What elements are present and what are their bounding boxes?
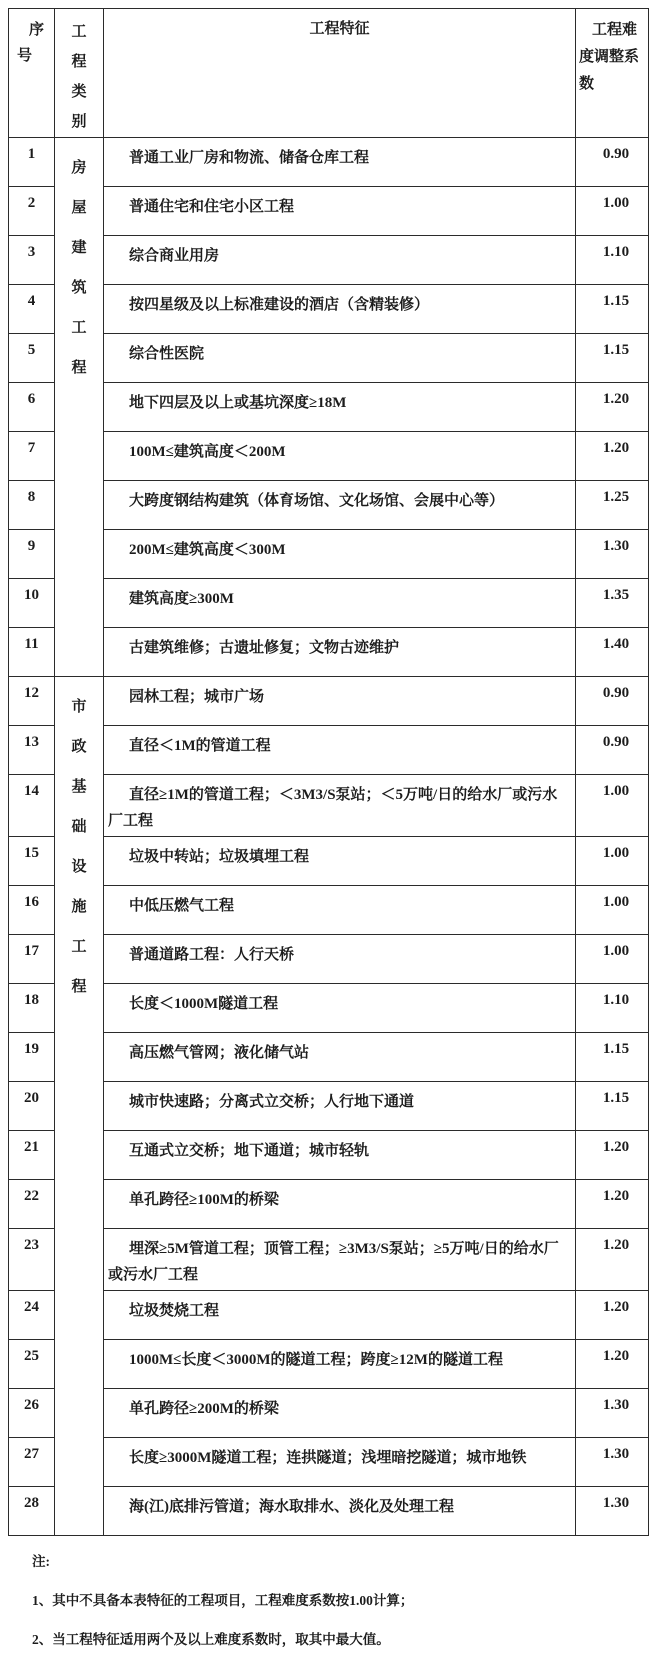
coefficient-cell: 1.00 (576, 775, 649, 837)
table-row (9, 837, 649, 886)
coefficient-cell: 1.20 (576, 1229, 649, 1291)
coefficient-cell: 1.25 (576, 481, 649, 530)
feature-cell: 单孔跨径≥100M的桥梁 (104, 1180, 576, 1229)
notes-section (32, 1549, 655, 1653)
row-number-cell: 5 (9, 334, 55, 383)
header-coefficient-label: 工程难度调整系数 (579, 22, 640, 92)
header-no-label: 序号 (17, 22, 45, 64)
coefficient-cell: 1.00 (576, 886, 649, 935)
feature-cell: 城市快速路；分离式立交桥；人行地下通道 (104, 1082, 576, 1131)
table-row (9, 886, 649, 935)
coefficient-cell: 1.20 (576, 1180, 649, 1229)
row-number-cell: 14 (9, 775, 55, 837)
table-row (9, 984, 649, 1033)
table-row (9, 1291, 649, 1340)
category-label: 房屋建筑工程 (71, 160, 87, 376)
row-number-cell: 19 (9, 1033, 55, 1082)
feature-cell: 长度＜1000M隧道工程 (104, 984, 576, 1033)
header-category-label: 工程类别 (71, 24, 87, 130)
table-row (9, 236, 649, 285)
coefficient-cell: 1.30 (576, 1487, 649, 1536)
coefficient-cell: 1.10 (576, 984, 649, 1033)
coefficient-cell: 1.15 (576, 334, 649, 383)
row-number-cell: 4 (9, 285, 55, 334)
note-item: 2、当工程特征适用两个及以上难度系数时，取其中最大值。 (32, 1632, 390, 1647)
table-row (9, 1389, 649, 1438)
feature-cell: 100M≤建筑高度＜200M (104, 432, 576, 481)
coefficient-cell: 1.00 (576, 187, 649, 236)
coefficient-cell: 1.20 (576, 432, 649, 481)
table-row (9, 579, 649, 628)
table-row (9, 383, 649, 432)
table-header (9, 9, 649, 138)
coefficient-cell: 1.20 (576, 1340, 649, 1389)
coefficient-cell: 1.30 (576, 1438, 649, 1487)
feature-cell: 直径＜1M的管道工程 (104, 726, 576, 775)
category-cell (55, 677, 104, 1536)
row-number-cell: 8 (9, 481, 55, 530)
feature-cell: 长度≥3000M隧道工程；连拱隧道；浅埋暗挖隧道；城市地铁 (104, 1438, 576, 1487)
feature-cell: 埋深≥5M管道工程；顶管工程；≥3M3/S泵站；≥5万吨/日的给水厂或污水厂工程 (104, 1229, 576, 1291)
row-number-cell: 23 (9, 1229, 55, 1291)
category-cell (55, 138, 104, 677)
table-row (9, 432, 649, 481)
feature-cell: 互通式立交桥；地下通道；城市轻轨 (104, 1131, 576, 1180)
difficulty-coefficient-table (8, 8, 649, 1536)
feature-cell: 综合性医院 (104, 334, 576, 383)
note-item: 1、其中不具备本表特征的工程项目，工程难度系数按1.00计算； (32, 1593, 414, 1608)
row-number-cell: 18 (9, 984, 55, 1033)
row-number-cell: 15 (9, 837, 55, 886)
row-number-cell: 9 (9, 530, 55, 579)
feature-cell: 普通住宅和住宅小区工程 (104, 187, 576, 236)
row-number-cell: 28 (9, 1487, 55, 1536)
feature-cell: 普通工业厂房和物流、储备仓库工程 (104, 138, 576, 187)
coefficient-cell: 1.15 (576, 1033, 649, 1082)
header-cell-category (55, 9, 104, 138)
row-number-cell: 25 (9, 1340, 55, 1389)
coefficient-cell: 0.90 (576, 726, 649, 775)
table-row (9, 1082, 649, 1131)
coefficient-cell: 1.15 (576, 285, 649, 334)
feature-cell: 古建筑维修；古遗址修复；文物古迹维护 (104, 628, 576, 677)
notes-label: 注: (32, 1554, 50, 1569)
coefficient-cell: 1.20 (576, 383, 649, 432)
table-row (9, 775, 649, 837)
row-number-cell: 12 (9, 677, 55, 726)
category-label: 市政基础设施工程 (71, 699, 87, 995)
table-row (9, 481, 649, 530)
row-number-cell: 11 (9, 628, 55, 677)
coefficient-cell: 1.40 (576, 628, 649, 677)
table-row (9, 935, 649, 984)
row-number-cell: 17 (9, 935, 55, 984)
feature-cell: 1000M≤长度＜3000M的隧道工程；跨度≥12M的隧道工程 (104, 1340, 576, 1389)
row-number-cell: 26 (9, 1389, 55, 1438)
coefficient-cell: 1.30 (576, 530, 649, 579)
table-row (9, 1180, 649, 1229)
header-cell-coefficient (576, 9, 649, 138)
row-number-cell: 7 (9, 432, 55, 481)
table-row (9, 1487, 649, 1536)
table-row (9, 138, 649, 187)
coefficient-cell: 1.20 (576, 1131, 649, 1180)
table-row (9, 1033, 649, 1082)
row-number-cell: 27 (9, 1438, 55, 1487)
table-row (9, 1340, 649, 1389)
table-row (9, 1229, 649, 1291)
coefficient-cell: 1.35 (576, 579, 649, 628)
table-row (9, 1438, 649, 1487)
row-number-cell: 2 (9, 187, 55, 236)
coefficient-cell: 1.00 (576, 935, 649, 984)
coefficient-cell: 1.15 (576, 1082, 649, 1131)
row-number-cell: 20 (9, 1082, 55, 1131)
feature-cell: 高压燃气管网；液化储气站 (104, 1033, 576, 1082)
table-row (9, 285, 649, 334)
row-number-cell: 6 (9, 383, 55, 432)
feature-cell: 垃圾中转站；垃圾填埋工程 (104, 837, 576, 886)
table-body (9, 138, 649, 1536)
coefficient-cell: 1.00 (576, 837, 649, 886)
row-number-cell: 3 (9, 236, 55, 285)
row-number-cell: 16 (9, 886, 55, 935)
row-number-cell: 22 (9, 1180, 55, 1229)
coefficient-cell: 1.30 (576, 1389, 649, 1438)
feature-cell: 200M≤建筑高度＜300M (104, 530, 576, 579)
header-row (9, 9, 649, 138)
table-row (9, 334, 649, 383)
table-row (9, 628, 649, 677)
table-row (9, 726, 649, 775)
coefficient-cell: 0.90 (576, 138, 649, 187)
table-row (9, 530, 649, 579)
row-number-cell: 10 (9, 579, 55, 628)
row-number-cell: 24 (9, 1291, 55, 1340)
feature-cell: 大跨度钢结构建筑（体育场馆、文化场馆、会展中心等） (104, 481, 576, 530)
header-cell-feature (104, 9, 576, 138)
row-number-cell: 13 (9, 726, 55, 775)
feature-cell: 中低压燃气工程 (104, 886, 576, 935)
feature-cell: 海(江)底排污管道；海水取排水、淡化及处理工程 (104, 1487, 576, 1536)
coefficient-cell: 1.20 (576, 1291, 649, 1340)
table-row (9, 187, 649, 236)
header-cell-no (9, 9, 55, 138)
feature-cell: 综合商业用房 (104, 236, 576, 285)
feature-cell: 地下四层及以上或基坑深度≥18M (104, 383, 576, 432)
row-number-cell: 21 (9, 1131, 55, 1180)
feature-cell: 直径≥1M的管道工程；＜3M3/S泵站；＜5万吨/日的给水厂或污水厂工程 (104, 775, 576, 837)
feature-cell: 建筑高度≥300M (104, 579, 576, 628)
header-feature-label: 工程特征 (309, 21, 370, 37)
feature-cell: 普通道路工程：人行天桥 (104, 935, 576, 984)
coefficient-cell: 1.10 (576, 236, 649, 285)
feature-cell: 垃圾焚烧工程 (104, 1291, 576, 1340)
row-number-cell: 1 (9, 138, 55, 187)
feature-cell: 园林工程；城市广场 (104, 677, 576, 726)
coefficient-cell: 0.90 (576, 677, 649, 726)
table-row (9, 677, 649, 726)
feature-cell: 单孔跨径≥200M的桥梁 (104, 1389, 576, 1438)
feature-cell: 按四星级及以上标准建设的酒店（含精装修） (104, 285, 576, 334)
table-row (9, 1131, 649, 1180)
